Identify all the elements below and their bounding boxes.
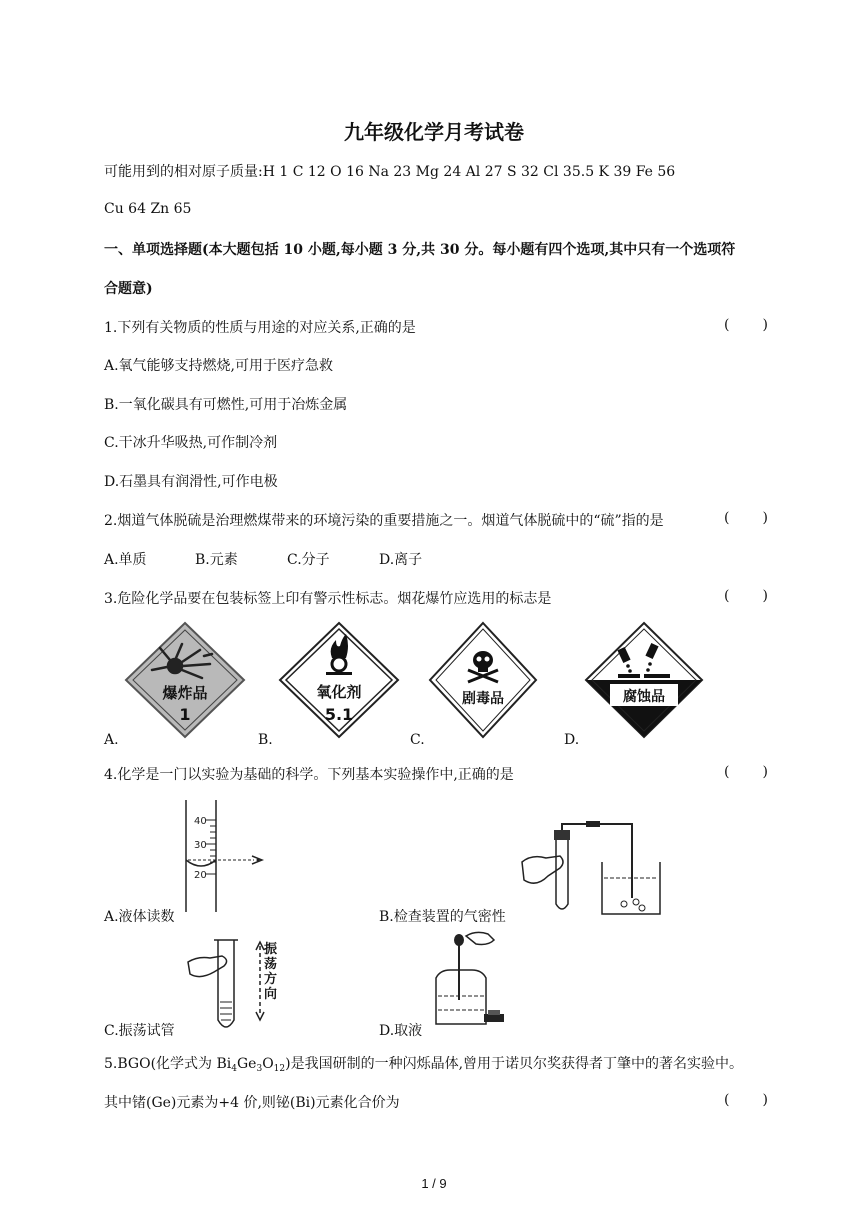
question-4-stem: 4.化学是一门以实验为基础的科学。下列基本实验操作中,正确的是 <box>104 767 514 783</box>
explosive-hazard-sign <box>120 620 250 740</box>
atomic-mass-line-1: 可能用到的相对原子质量:H 1 C 12 O 16 Na 23 Mg 24 Al 27 S 32 Cl 35.5 K 39 Fe 56 <box>104 164 676 180</box>
shake-direction-label: 振荡方向 <box>264 942 278 1002</box>
sign-a-label: 爆炸品 <box>162 684 208 702</box>
question-3-label-b: B. <box>258 732 273 748</box>
page-title: 九年级化学月考试卷 <box>344 120 524 144</box>
question-5-line-2: 其中锗(Ge)元素为+4 价,则铋(Bi)元素化合价为 <box>104 1095 400 1111</box>
question-2-option-a: A.单质 <box>104 552 147 568</box>
question-1-option-a: A.氧气能够支持燃烧,可用于医疗急救 <box>104 358 334 374</box>
question-3-stem: 3.危险化学品要在包装标签上印有警示性标志。烟花爆竹应选用的标志是 <box>104 591 552 607</box>
question-5-stem: 5.BGO(化学式为 $Bi_4Ge_3O_{12}$)是我国研制的一种闪烁晶体,曾用于诺贝尔奖获得者丁肇中的著名实验中。 <box>104 1056 744 1074</box>
question-3-label-a: A. <box>104 732 119 748</box>
cylinder-tick-30: 30 <box>194 840 207 851</box>
question-2-option-d: D.离子 <box>379 552 423 568</box>
hand-icon <box>466 932 494 944</box>
corrosive-hazard-sign <box>582 620 706 740</box>
cylinder-tick-20: 20 <box>194 870 207 881</box>
question-1-answer-blank: ( ) <box>724 317 768 333</box>
question-3-answer-blank: ( ) <box>724 588 768 604</box>
question-3-label-c: C. <box>410 732 425 748</box>
airtightness-check-figure <box>520 818 666 918</box>
question-2-option-c: C.分子 <box>287 552 330 568</box>
cylinder-tick-40: 40 <box>194 816 207 827</box>
question-4-option-b: B.检查装置的气密性 <box>379 909 506 925</box>
graduated-cylinder-figure <box>176 798 272 914</box>
hand-icon <box>522 856 563 883</box>
section-heading-line-1: 一、单项选择题(本大题包括 10 小题,每小题 3 分,共 30 分。每小题有四个选项,其中只有一个选项符 <box>104 242 736 258</box>
stopper-icon <box>484 1014 504 1022</box>
question-2-answer-blank: ( ) <box>724 510 768 526</box>
question-1-option-d: D.石墨具有润滑性,可作电极 <box>104 474 278 490</box>
toxic-hazard-sign <box>426 620 540 740</box>
question-2-stem: 2.烟道气体脱硫是治理燃煤带来的环境污染的重要措施之一。烟道气体脱硫中的“硫”指的是 <box>104 513 664 529</box>
question-3-label-d: D. <box>564 732 580 748</box>
sign-c-label: 剧毒品 <box>462 691 504 707</box>
hand-icon <box>188 956 227 977</box>
atomic-mass-line-2: Cu 64 Zn 65 <box>104 201 192 217</box>
question-5-answer-blank: ( ) <box>724 1092 768 1108</box>
question-1-option-c: C.干冰升华吸热,可作制冷剂 <box>104 435 278 451</box>
question-1-option-b: B.一氧化碳具有可燃性,可用于冶炼金属 <box>104 397 348 413</box>
sign-d-label: 腐蚀品 <box>623 689 665 705</box>
sign-b-code: 5.1 <box>324 705 354 724</box>
question-1-stem: 1.下列有关物质的性质与用途的对应关系,正确的是 <box>104 320 416 336</box>
sign-a-code: 1 <box>179 705 191 724</box>
question-4-option-c: C.振荡试管 <box>104 1023 175 1039</box>
question-2-option-b: B.元素 <box>195 552 238 568</box>
section-heading-line-2: 合题意) <box>104 281 153 297</box>
question-4-option-a: A.液体读数 <box>104 909 175 925</box>
dropper-figure <box>432 930 522 1030</box>
sign-b-label: 氧化剂 <box>316 683 362 701</box>
oxidizer-hazard-sign <box>274 620 404 740</box>
question-4-option-d: D.取液 <box>379 1023 423 1039</box>
page-number: 1 / 9 <box>421 1176 447 1191</box>
question-4-answer-blank: ( ) <box>724 764 768 780</box>
